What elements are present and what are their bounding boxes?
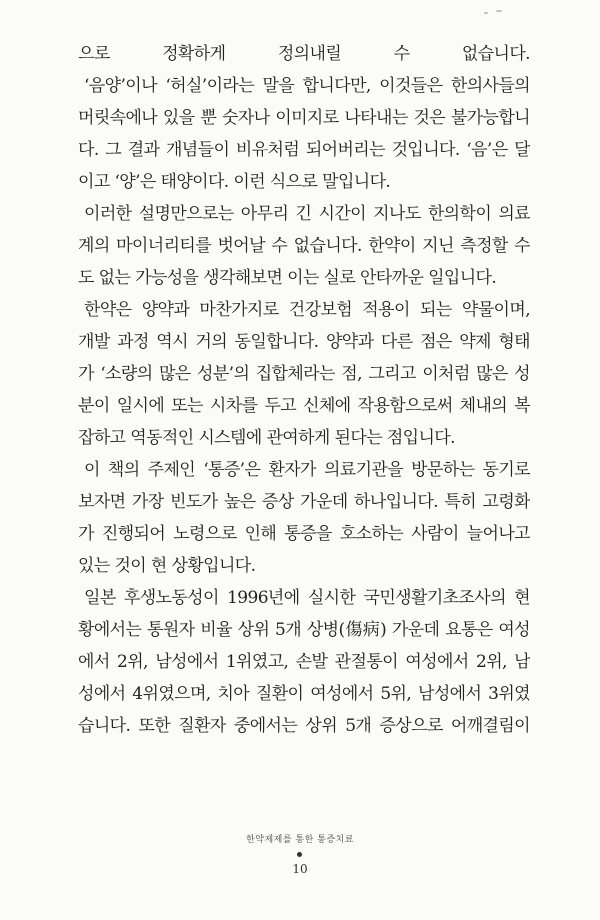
- scan-speck: [496, 10, 502, 12]
- scan-speck: [484, 12, 488, 14]
- text-line: 있는 것이 현 상황입니다.: [78, 556, 256, 576]
- text-line: 이러한 설명만으로는 아무리 긴 시간이 지나도 한의학이 의료: [84, 204, 530, 224]
- text-line: 이 책의 주제인 ‘통증’은 환자가 의료기관을 방문하는 동기로: [84, 460, 530, 480]
- text-line: 한약은 양약과 마찬가지로 건강보험 적용이 되는 약물이며,: [84, 300, 530, 320]
- text-line: 이고 ‘양’은 태양이다. 이런 식으로 말입니다.: [78, 172, 391, 192]
- text-line: 성에서 4위였으며, 치아 질환이 여성에서 5위, 남성에서 3위였: [78, 684, 530, 704]
- text-line: ‘음양’이나 ‘허실’이라는 말을 합니다만, 이것들은 한의사들의: [84, 76, 530, 96]
- text-line: 에서 2위, 남성에서 1위였고, 손발 관절통이 여성에서 2위, 남: [78, 652, 530, 672]
- text-line: 개발 과정 역시 거의 동일합니다. 양약과 다른 점은 약제 형태: [78, 332, 530, 352]
- text-line: 계의 마이너리티를 벗어날 수 없습니다. 한약이 지닌 측정할 수: [78, 236, 530, 256]
- text-line: 습니다. 또한 질환자 중에서는 상위 5개 증상으로 어깨결림이: [78, 716, 530, 736]
- body-text: [78, 38, 530, 742]
- running-footer-title: 한약제제를 통한 통증치료: [246, 835, 354, 845]
- text-line: 분이 일시에 또는 시차를 두고 신체에 작용함으로써 체내의 복: [78, 396, 530, 416]
- text-line: 다. 그 결과 개념들이 비유처럼 되어버리는 것입니다. ‘음’은 달: [78, 140, 530, 160]
- footer-bullet: [297, 852, 302, 857]
- text-line: 가 진행되어 노령으로 인해 통증을 호소하는 사람이 늘어나고: [78, 524, 530, 544]
- page-number: 10: [292, 862, 308, 876]
- text-line: 황에서는 통원자 비율 상위 5개 상병(傷病) 가운데 요통은 여성: [78, 620, 530, 640]
- text-line: 으로 정확하게 정의내릴 수 없습니다.: [78, 44, 530, 64]
- text-line: 가 ‘소량의 많은 성분’의 집합체라는 점, 그리고 이처럼 많은 성: [78, 364, 530, 384]
- text-line: 보자면 가장 빈도가 높은 증상 가운데 하나입니다. 특히 고령화: [78, 492, 530, 512]
- text-line: 머릿속에나 있을 뿐 숫자나 이미지로 나타내는 것은 불가능합니: [78, 108, 530, 128]
- text-line: 일본 후생노동성이 1996년에 실시한 국민생활기초조사의 현: [84, 588, 530, 608]
- text-line: 도 없는 가능성을 생각해보면 이는 실로 안타까운 일입니다.: [78, 268, 497, 288]
- text-line: 잡하고 역동적인 시스템에 관여하게 된다는 점입니다.: [78, 428, 455, 448]
